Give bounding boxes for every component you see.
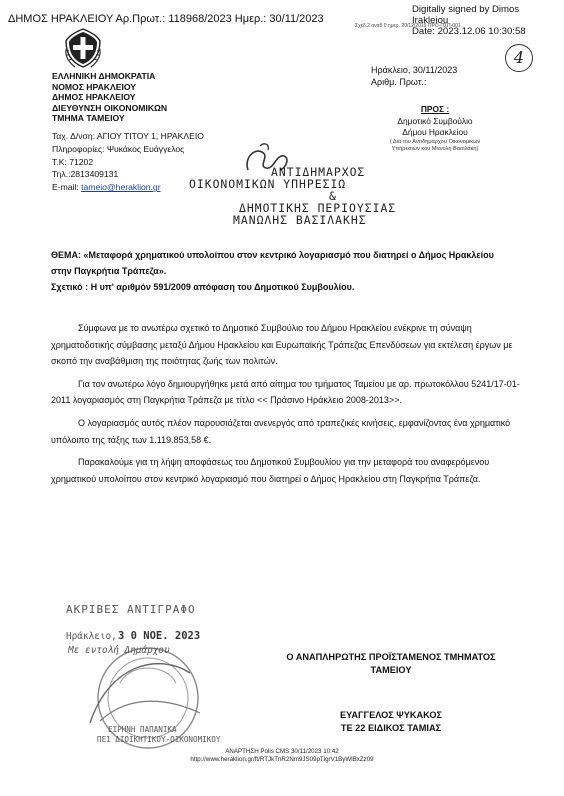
greek-emblem-icon: [63, 27, 103, 69]
signatory-name: ΕΥΑΓΓΕΛΟΣ ΨΥΚΑΚΟΣ: [339, 710, 443, 720]
phone: Τηλ.:2813409131: [52, 169, 119, 180]
signature-date: Date: 2023.12.06 10:30:58: [412, 26, 526, 37]
subject-block: [51, 247, 521, 295]
stamp-line: ΑΝΤΙΔΗΜΑΡΧΟΣ: [271, 165, 366, 179]
certified-copy-stamp: [60, 603, 220, 753]
signoff-role: [271, 651, 511, 676]
sender-organization: [52, 71, 167, 124]
stamp-line: ΟΙΚΟΝΟΜΙΚΩΝ ΥΠΗΡΕΣΙΩ: [189, 177, 347, 191]
stamp-line: &: [329, 189, 337, 203]
org-line: ΕΛΛΗΝΙΚΗ ΔΗΜΟΚΡΑΤΙΑ: [52, 71, 156, 81]
footer-url[interactable]: http://www.heraklion.gr/ft/RTJkTnR2Nm9JS09pTlgrV1ByWlBxZz09: [190, 756, 374, 763]
subject-line: ΘΕΜΑ: «Μεταφορά χρηματικού υπολοίπου στον κεντρικό λογαριασμό που διατηρεί ο Δήμος Ηρακλείου: [51, 250, 494, 260]
address: Ταχ. Δ/νση: ΑΓΙΟΥ ΤΙΤΟΥ 1, ΗΡΑΚΛΕΙΟ: [52, 131, 204, 141]
body-text: [51, 320, 521, 493]
digital-signature-block: [412, 4, 526, 37]
recipient-note: ( Δια του Αντιδημάρχου Οικονομικών: [389, 138, 481, 145]
signoff-role-line: Ο ΑΝΑΠΛΗΡΩΤΗΣ ΠΡΟΪΣΤΑΜΕΝΟΣ ΤΜΗΜΑΤΟΣ: [286, 652, 496, 662]
footer: [0, 748, 564, 764]
copy-stamp-role: ΠΕ1 ΔΙΟΙΚΗΤΙΚΟΥ-ΟΙΚΟΝΟΜΙΚΟΥ: [97, 735, 221, 744]
org-line: ΔΗΜΟΣ ΗΡΑΚΛΕΙΟΥ: [52, 92, 136, 103]
deputy-mayor-stamp: [185, 166, 396, 226]
signatory-grade: ΤΕ 22 ΕΙΔΙΚΟΣ ΤΑΜΙΑΣ: [340, 722, 442, 733]
copy-stamp-name: ΕΙΡΗΝΗ ΠΑΠΑΝΙΚΑ: [108, 725, 177, 734]
email-label: E-mail:: [52, 182, 82, 193]
recipient-note: Υπηρεσιών κου Μανόλη Βασιλάκη): [391, 145, 479, 152]
signoff-role-line: ΤΑΜΕΙΟΥ: [370, 664, 412, 675]
place-date: Ηράκλειο, 30/11/2023: [371, 65, 458, 75]
handwritten-page-number: 4: [505, 44, 533, 72]
signature-line: Irakleiou: [412, 15, 449, 26]
info-contact: Πληροφορίες: Ψυκάκος Ευάγγελος: [52, 143, 185, 154]
signoff-signatory: [301, 709, 481, 734]
sender-contact: [52, 130, 204, 194]
recipient-label: ΠΡΟΣ :: [420, 104, 450, 114]
form-code-small-print: Σχέδ.2 αναθ.0 ημερ. 20/12/2019 ΠΡΟ-ΠΣΠ-001: [355, 23, 461, 29]
footer-posting: ΑΝΑΡΤΗΣΗ Polis CMS 30/11/2023 10:42: [225, 748, 339, 755]
stamp-line: ΜΑΝΩΛΗΣ ΒΑΣΙΛΑΚΗΣ: [233, 213, 367, 227]
signature-line: Digitally signed by Dimos: [412, 4, 520, 15]
subject-line: στην Παγκρήτια Τράπεζα».: [51, 266, 167, 276]
copy-stamp-by-order: Με εντολή Δημάρχου: [68, 645, 170, 656]
copy-stamp-date: 3 0 ΝΟΕ. 2023: [118, 630, 201, 642]
copy-stamp-place: Ηράκλειο,: [66, 631, 117, 642]
protocol-number: Αριθμ. Πρωτ.:: [371, 77, 427, 87]
related-reference: Σχετικό : Η υπ' αριθμόν 591/2009 απόφαση του Δημοτικού Συμβουλίου.: [51, 282, 355, 292]
body-paragraph: Σύμφωνα με το ανωτέρω σχετικό το Δημοτικό Συμβούλιο του Δήμου Ηρακλείου ενέκρινε τη σύναψη χρηματοδοτικής σύμβασης μεταξύ Δήμου Ηρακλείου και Ευρωπαϊκής Τράπεζας Επενδύσεων για εκτέλεση έργων με σκοπό την αναβάθμιση της ποιότητας ζωής των πολιτών.: [51, 323, 513, 367]
stamp-line: ΔΗΜΟΤΙΚΗΣ ΠΕΡΙΟΥΣΙΑΣ: [239, 201, 397, 215]
org-line: ΝΟΜΟΣ ΗΡΑΚΛΕΙΟΥ: [52, 81, 137, 92]
body-paragraph: Παρακαλούμε για τη λήψη αποφάσεως του Δημοτικού Συμβουλίου για την μεταφορά του αναφερόμενου χρηματικού υπολοίπου στον κεντρικό λογαριασμό που διατηρεί ο Δήμος Ηρακλείου στη Παγκρήτια Τράπεζα.: [51, 457, 490, 484]
body-paragraph: Ο λογαριασμός αυτός πλέον παρουσιάζεται ανενεργός από τραπεζικές κινήσεις, εμφανίζοντας ένα χρηματικό υπόλοιπο της τάξης των 1.119.853,58 €.: [51, 417, 511, 445]
org-line: ΔΙΕΥΘΥΝΣΗ ΟΙΚΟΝΟΜΙΚΩΝ: [52, 102, 168, 113]
postcode: Τ.Κ: 71202: [52, 156, 94, 167]
body-paragraph: Για τον ανωτέρω λόγο δημιουργήθηκε μετά από αίτημα του τμήματος Ταμείου με αρ. πρωτοκόλλου 5241/17-01-2011 λογαριασμός στη Παγκρήτια Τράπεζα με τίτλο << Πράσινο Ηράκλειο 2008-2013>>.: [51, 378, 520, 406]
recipient-line: Δημοτικό Συμβούλιο: [397, 115, 473, 126]
org-line: ΤΜΗΜΑ ΤΑΜΕΙΟΥ: [52, 113, 125, 124]
protocol-header: ΔΗΜΟΣ ΗΡΑΚΛΕΙΟΥ Αρ.Πρωτ.: 118968/2023 Ημερ.: 30/11/2023: [8, 13, 324, 25]
email-link[interactable]: tameio@heraklion.gr: [81, 182, 161, 193]
copy-stamp-title: ΑΚΡΙΒΕΣ ΑΝΤΙΓΡΑΦΟ: [66, 603, 196, 616]
recipient-line: Δήμου Ηρακλείου: [402, 127, 468, 137]
email-row: [52, 181, 204, 194]
recipient-block: [380, 104, 490, 153]
